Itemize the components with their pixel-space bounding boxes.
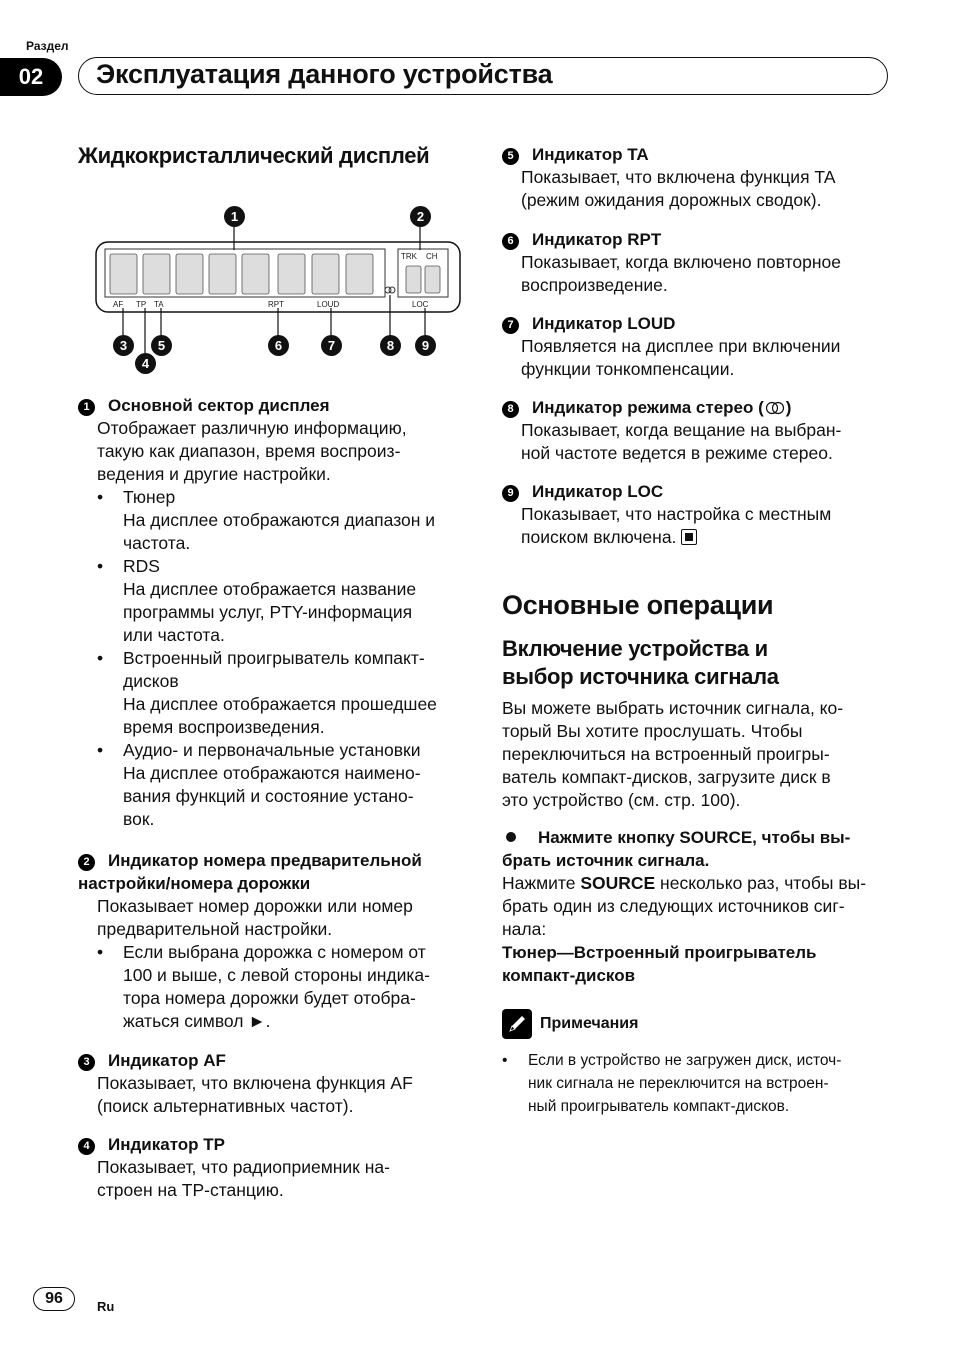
- lcd-label-ta: TA: [154, 300, 164, 309]
- lcd-label-af: AF: [113, 300, 124, 309]
- list-item: • Тюнер На дисплее отображаются диапазон и частота.: [97, 486, 473, 555]
- text-line: такую как диапазон, время воспроиз-: [97, 441, 401, 461]
- item-title: Индикатор TA: [532, 145, 649, 164]
- text-part: Нажмите: [502, 873, 581, 893]
- list-item: • Если выбрана дорожка с номером от 100 и выше, с левой стороны индика- тора номера дорожки будет отобра- жаться символ ►.: [97, 941, 473, 1033]
- text-line: торый Вы хотите прослушать. Чтобы: [502, 721, 803, 741]
- text-line: ватель компакт-дисков, загрузите диск в: [502, 767, 831, 787]
- text-line: Показывает, что включена функция AF: [97, 1073, 413, 1093]
- lcd-label-ch: CH: [426, 252, 438, 261]
- text-line: На дисплее отображается прошедшее: [123, 694, 437, 714]
- stereo-icon: [764, 398, 786, 412]
- item-title-end: ): [785, 398, 792, 417]
- text-line: это устройство (см. стр. 100).: [502, 790, 741, 810]
- text-line: дисков: [123, 671, 179, 691]
- section-label: Раздел: [26, 39, 69, 53]
- operations-intro: [502, 697, 897, 812]
- text-line: программы услуг, PTY-информация: [123, 602, 413, 622]
- item-title: Индикатор режима стерео (: [532, 398, 764, 417]
- text-line: Показывает, что настройка с местным: [521, 504, 832, 524]
- text-line: Аудио- и первоначальные установки: [123, 740, 421, 760]
- step-line: Нажмите кнопку SOURCE, чтобы вы-: [538, 828, 851, 847]
- text-line: нала:: [502, 919, 547, 939]
- lcd-label-tp: TP: [136, 300, 147, 309]
- text-line: Отображает различную информацию,: [97, 418, 407, 438]
- end-mark-icon: [681, 529, 697, 545]
- subheading-line: выбор источника сигнала: [502, 664, 779, 689]
- note-pencil-icon: [502, 1009, 532, 1039]
- item-number: 9: [502, 485, 519, 502]
- item-2: [78, 849, 473, 1033]
- operations-section: [502, 590, 897, 987]
- section-number: 02: [0, 58, 62, 96]
- item-3: [78, 1049, 473, 1118]
- step-line: брать источник сигнала.: [502, 851, 710, 870]
- item-6: [502, 228, 897, 297]
- step: [502, 826, 897, 872]
- source-key: SOURCE: [580, 873, 656, 893]
- step-text: [502, 872, 897, 941]
- item-9: [502, 480, 897, 549]
- text-line: RDS: [123, 556, 160, 576]
- callout-7: 7: [321, 335, 342, 356]
- item-title-cont: настройки/номера дорожки: [78, 874, 311, 893]
- lcd-heading: Жидкокристаллический дисплей: [78, 143, 430, 168]
- item-7: [502, 312, 897, 381]
- text-line: На дисплее отображаются диапазон и: [123, 510, 436, 530]
- left-column: [78, 143, 473, 169]
- note-item: • Если в устройство не загружен диск, источ- ник сигнала не переключится на встроен- ный проигрыватель компакт-дисков.: [502, 1049, 897, 1118]
- item-number: 8: [502, 401, 519, 418]
- callout-5: 5: [151, 335, 172, 356]
- text-line: поиском включена.: [521, 527, 677, 547]
- item-number: 7: [502, 317, 519, 334]
- text-line: На дисплее отображается название: [123, 579, 417, 599]
- text-line: (поиск альтернативных частот).: [97, 1096, 354, 1116]
- text-line: (режим ожидания дорожных сводок).: [521, 190, 822, 210]
- list-item: • Встроенный проигрыватель компакт- дисков На дисплее отображается прошедшее время воспроизведения.: [97, 647, 473, 739]
- language-code: Ru: [97, 1299, 115, 1314]
- lcd-label-loc: LOC: [412, 300, 429, 309]
- notes-section: [502, 1009, 897, 1118]
- text-line: Показывает номер дорожки или номер: [97, 896, 413, 916]
- lcd-label-loud: LOUD: [317, 300, 340, 309]
- text-line: переключиться на встроенный проигры-: [502, 744, 830, 764]
- text-line: Тюнер: [123, 487, 176, 507]
- text-line: или частота.: [123, 625, 225, 645]
- source-list: [502, 941, 897, 987]
- subheading-line: Включение устройства и: [502, 636, 768, 661]
- text-line: вок.: [123, 809, 155, 829]
- text-line: 100 и выше, с левой стороны индика-: [123, 965, 430, 985]
- item-title: Индикатор номера предварительной: [108, 851, 422, 870]
- lcd-label-rpt: RPT: [268, 300, 284, 309]
- notes-title: Примечания: [540, 1015, 639, 1032]
- list-item: • RDS На дисплее отображается название программы услуг, PTY-информация или частота.: [97, 555, 473, 647]
- item-1: [78, 394, 473, 831]
- text-line: Показывает, что радиоприемник на-: [97, 1157, 390, 1177]
- text-line: ник сигнала не переключится на встроен-: [528, 1075, 829, 1092]
- text-line: Встроенный проигрыватель компакт-: [123, 648, 425, 668]
- text-line: функции тонкомпенсации.: [521, 359, 735, 379]
- text-line: Показывает, что включена функция TA: [521, 167, 836, 187]
- page-title: Эксплуатация данного устройства: [96, 59, 553, 89]
- callout-2: 2: [410, 206, 431, 227]
- text-line: ведения и другие настройки.: [97, 464, 331, 484]
- text-line: Если в устройство не загружен диск, источ-: [528, 1052, 842, 1069]
- item-5: [502, 143, 897, 212]
- text-line: Показывает, когда вещание на выбран-: [521, 420, 842, 440]
- text-line: Вы можете выбрать источник сигнала, ко-: [502, 698, 844, 718]
- callout-9: 9: [415, 335, 436, 356]
- lcd-diagram: [88, 200, 468, 380]
- text-part: несколько раз, чтобы вы-: [655, 873, 867, 893]
- item-number: 4: [78, 1138, 95, 1155]
- callout-4: 4: [135, 353, 156, 374]
- lcd-label-trk: TRK: [401, 252, 417, 261]
- item-title: Основной сектор дисплея: [108, 396, 330, 415]
- callout-1: 1: [224, 206, 245, 227]
- callout-3: 3: [113, 335, 134, 356]
- text-line: жаться символ ►.: [123, 1011, 271, 1031]
- text-line: Показывает, когда включено повторное: [521, 252, 842, 272]
- text-line: частота.: [123, 533, 191, 553]
- text-line: На дисплее отображаются наимено-: [123, 763, 421, 783]
- source-line: Тюнер—Встроенный проигрыватель: [502, 943, 817, 962]
- item-number: 3: [78, 1054, 95, 1071]
- text-line: вания функций и состояние устано-: [123, 786, 414, 806]
- item-title: Индикатор LOC: [532, 482, 664, 501]
- callout-8: 8: [380, 335, 401, 356]
- text-line: воспроизведение.: [521, 275, 668, 295]
- list-item: • Аудио- и первоначальные установки На дисплее отображаются наимено- вания функций и состояние устано- вок.: [97, 739, 473, 831]
- page-number: 96: [33, 1287, 75, 1311]
- item-title: Индикатор RPT: [532, 230, 662, 249]
- operations-heading: Основные операции: [502, 590, 774, 620]
- item-title: Индикатор AF: [108, 1051, 226, 1070]
- item-4: [78, 1133, 473, 1202]
- item-number: 2: [78, 854, 95, 871]
- text-line: предварительной настройки.: [97, 919, 333, 939]
- operations-subheading: [502, 635, 897, 691]
- item-number: 5: [502, 148, 519, 165]
- item-title: Индикатор TP: [108, 1135, 226, 1154]
- text-line: строен на TP-станцию.: [97, 1180, 284, 1200]
- text-line: ной частоте ведется в режиме стерео.: [521, 443, 833, 463]
- text-line: ный проигрыватель компакт-дисков.: [528, 1098, 790, 1115]
- item-8: [502, 396, 897, 465]
- text-line: Если выбрана дорожка с номером от: [123, 942, 426, 962]
- item-title: Индикатор LOUD: [532, 314, 676, 333]
- step-bullet-icon: [506, 832, 516, 842]
- callout-6: 6: [268, 335, 289, 356]
- source-line: компакт-дисков: [502, 966, 636, 985]
- item-number: 1: [78, 399, 95, 416]
- item-number: 6: [502, 233, 519, 250]
- text-line: Появляется на дисплее при включении: [521, 336, 841, 356]
- text-line: брать один из следующих источников сиг-: [502, 896, 845, 916]
- text-line: время воспроизведения.: [123, 717, 325, 737]
- text-line: тора номера дорожки будет отобра-: [123, 988, 416, 1008]
